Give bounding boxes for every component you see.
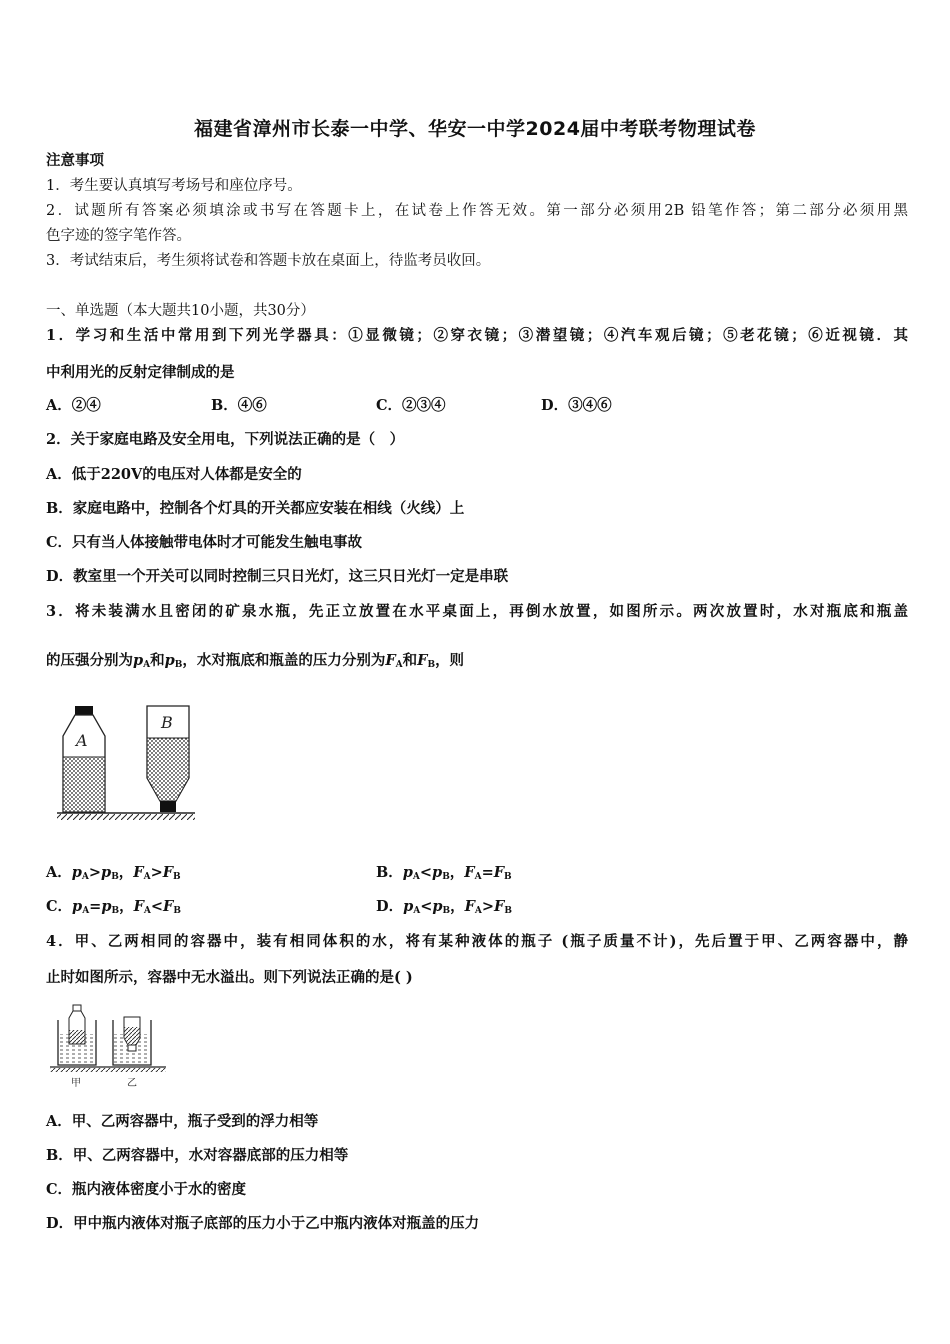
q3-bottles-figure [55,700,200,825]
relation-symbol: = [481,864,494,881]
q4-stem-line1: 4．甲、乙两相同的容器中，装有相同体积的水，将有某种液体的瓶子 (瓶子质量不计)，先后置于甲、乙两容器中，静 [46,933,908,950]
q3-and-2: 和 [402,652,418,669]
q3-text-3: ，则 [435,652,465,669]
notice-heading: 注意事项 [46,152,104,169]
p-symbol: p [164,652,175,669]
sub-b: B [442,906,451,916]
container-jia [58,1005,96,1065]
q3-text-2: ，水对瓶底和瓶盖的压力分别为 [182,652,386,669]
relation-symbol: < [150,898,164,915]
p-symbol: p [403,898,414,915]
q2-option-a: A．低于220V的电压对人体都是安全的 [46,466,302,483]
sub-b: B [111,872,119,882]
sub-a: A [143,660,151,670]
p-symbol: p [101,898,112,915]
q1-option-d: D．③④⑥ [541,397,612,414]
notice-item-2: 2．试题所有答案必须填涂或书写在答题卡上，在试卷上作答无效。第一部分必须用2B 铅笔作答；第二部分必须用黑 [46,203,908,219]
section-heading: 一、单选题（本大题共10小题，共30分） [46,303,315,319]
option-letter: A． [46,864,72,881]
q3-option-d [376,897,512,921]
q3-option-c [46,897,181,921]
q1-stem-line1: 1．学习和生活中常用到下列光学器具：①显微镜；②穿衣镜；③潜望镜；④汽车观后镜；⑤老花镜；⑥近视镜．其 [46,327,908,344]
relation-symbol: = [89,898,102,915]
option-letter: D． [376,898,404,915]
bottle-a-label: A [76,731,88,750]
sub-b: B [174,660,183,670]
f-symbol: F [163,898,174,915]
q1-stem-line2: 中利用光的反射定律制成的是 [46,364,235,381]
p-symbol: p [71,864,82,881]
relation-symbol: > [481,898,495,915]
sub-a: A [143,872,151,882]
q3-text-1: 的压强分别为 [46,652,133,669]
comma: ， [118,864,134,881]
f-symbol: F [133,898,144,915]
ground-hatch [57,814,195,820]
sub-b: B [504,906,512,916]
q4-option-c: C．瓶内液体密度小于水的密度 [46,1181,247,1198]
notice-item-3: 3．考试结束后，考生须将试卷和答题卡放在桌面上，待监考员收回。 [46,253,491,269]
q3-and-1: 和 [150,652,165,669]
comma: ， [119,898,134,915]
f-symbol: F [494,898,505,915]
q2-option-b: B．家庭电路中，控制各个灯具的开关都应安装在相线（火线）上 [46,500,465,517]
sub-a: A [413,906,421,916]
relation-symbol: < [419,864,433,881]
notice-item-2-cont: 色字迹的签字笔作答。 [46,228,191,244]
p-symbol: p [101,864,112,881]
f-symbol: F [464,898,475,915]
q2-stem: 2．关于家庭电路及安全用电，下列说法正确的是（ ） [46,431,405,448]
q3-stem-line1: 3．将未装满水且密闭的矿泉水瓶，先正立放置在水平桌面上，再倒水放置，如图所示。两次放置时，水对瓶底和瓶盖 [46,603,908,620]
sub-b: B [427,660,436,670]
relation-symbol: < [420,898,433,915]
label-yi: 乙 [127,1078,137,1089]
relation-symbol: > [88,864,102,881]
q4-option-a: A．甲、乙两容器中，瓶子受到的浮力相等 [46,1113,319,1130]
sub-b: B [111,906,120,916]
label-jia: 甲 [71,1078,81,1089]
relation-symbol: > [150,864,163,881]
q3-stem-line2 [46,651,464,675]
q3-option-a [46,863,181,887]
sub-a: A [412,872,420,882]
p-symbol: p [402,864,413,881]
f-symbol: F [417,652,428,669]
sub-b: B [442,872,450,882]
sub-a: A [143,906,151,916]
option-letter: C． [46,898,73,915]
q3-option-b [376,863,512,887]
option-letter: B． [376,864,403,881]
sub-b: B [173,906,181,916]
q1-option-a: A．②④ [46,397,101,414]
q4-containers-figure [48,1000,173,1092]
f-symbol: F [464,864,475,881]
q1-option-c: C．②③④ [376,397,446,414]
p-symbol: p [432,864,443,881]
f-symbol: F [133,864,144,881]
q4-option-d: D．甲中瓶内液体对瓶子底部的压力小于乙中瓶内液体对瓶盖的压力 [46,1215,480,1232]
q2-option-d: D．教室里一个开关可以同时控制三只日光灯，这三只日光灯一定是串联 [46,568,509,585]
page-title: 福建省漳州市长泰一中学、华安一中学2024届中考联考物理试卷 [194,118,756,140]
bottle-b-label: B [161,713,173,732]
comma: ， [449,864,465,881]
sub-b: B [173,872,181,882]
sub-a: A [81,872,89,882]
p-symbol: p [432,898,443,915]
f-symbol: F [493,864,505,881]
sub-a: A [395,660,403,670]
p-symbol: p [72,898,83,915]
q1-option-b: B．④⑥ [211,397,267,414]
table-hatch [50,1068,166,1072]
q4-stem-line2: 止时如图所示，容器中无水溢出。则下列说法正确的是( ) [46,969,413,986]
sub-a: A [474,872,482,882]
q4-option-b: B．甲、乙两容器中，水对容器底部的压力相等 [46,1147,349,1164]
container-yi [113,1017,151,1065]
q2-option-c: C．只有当人体接触带电体时才可能发生触电事故 [46,534,363,551]
f-symbol: F [162,864,174,881]
p-symbol: p [133,652,144,669]
sub-a: A [82,906,90,916]
bottle-a [63,706,105,812]
comma: ， [450,898,465,915]
f-symbol: F [385,652,396,669]
notice-item-1: 1．考生要认真填写考场号和座位序号。 [46,178,302,194]
sub-b: B [504,872,512,882]
sub-a: A [474,906,482,916]
